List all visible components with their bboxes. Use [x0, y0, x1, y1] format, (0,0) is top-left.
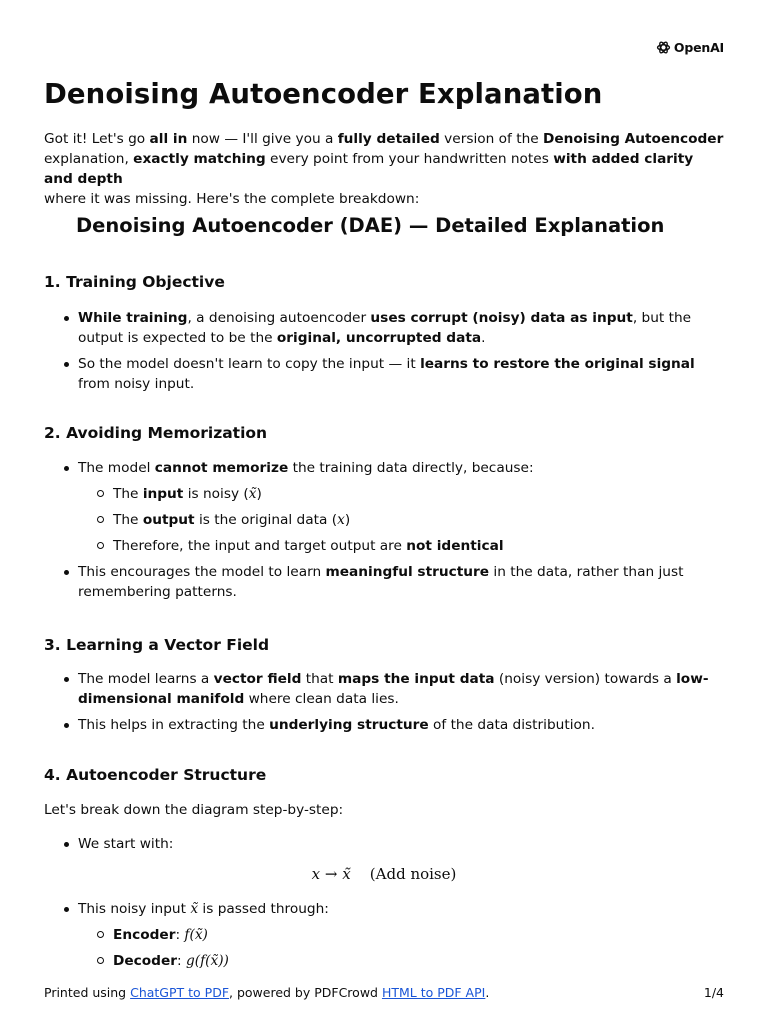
brand-name: OpenAI [673, 40, 724, 55]
intro-paragraph: Got it! Let's go all in now — I'll give you a fully detailed version of the Denoising Autoencoder explanation, exactly matching every point from your handwritten notes with added clarity and depth where it was missing. Here's the complete breakdown: [44, 131, 724, 207]
section-3-list [44, 669, 724, 735]
openai-logo [656, 40, 724, 55]
list-item: The model learns a vector field that maps the input data (noisy version) towards a low-dimensional manifold where clean data lies. [44, 669, 724, 709]
section-4-lead: Let's break down the diagram step-by-step: [44, 802, 344, 818]
sub-list-item: The output is the original data (x) [78, 510, 724, 530]
section-1-title: 1. Training Objective [44, 273, 225, 291]
page-title: Denoising Autoencoder Explanation [44, 78, 603, 110]
sub-list-item: The input is noisy (x̃) [78, 484, 724, 504]
list-item: This encourages the model to learn meaningful structure in the data, rather than just remembering patterns. [44, 562, 724, 602]
openai-knot-icon [656, 40, 671, 55]
html-to-pdf-api-link[interactable]: HTML to PDF API [381, 985, 486, 1000]
list-item: We start with: [44, 834, 724, 854]
sub-list-item: Therefore, the input and target output are not identical [78, 536, 724, 556]
section-2-title: 2. Avoiding Memorization [44, 424, 268, 442]
section-heading: Denoising Autoencoder (DAE) — Detailed Explanation [76, 214, 665, 237]
document-page [44, 0, 724, 1024]
sub-list-item: Decoder: g(f(x̃)) [78, 951, 724, 971]
list-item: While training, a denoising autoencoder uses corrupt (noisy) data as input, but the output is expected to be the original, uncorrupted data. [44, 308, 724, 348]
noise-equation: x → x̃ (Add noise) [311, 865, 457, 883]
chatgpt-to-pdf-link[interactable]: ChatGPT to PDF [130, 985, 230, 1000]
section-2-list [44, 458, 724, 602]
list-item: This helps in extracting the underlying structure of the data distribution. [44, 715, 724, 735]
page-number: 1/4 [703, 985, 724, 1000]
sub-list-item: Encoder: f(x̃) [78, 925, 724, 945]
list-item: So the model doesn't learn to copy the input — it learns to restore the original signal from noisy input. [44, 354, 724, 394]
section-3-title: 3. Learning a Vector Field [44, 636, 270, 654]
section-1-list [44, 308, 724, 394]
section-4-list-a [44, 834, 724, 854]
page-footer: Printed using ChatGPT to PDF, powered by PDFCrowd HTML to PDF API. 1/4 [44, 985, 724, 1000]
section-4-list-b [44, 899, 724, 971]
list-item: This noisy input x̃ is passed through: Encoder: f(x̃) Decoder: g(f(x̃)) [44, 899, 724, 971]
section-4-title: 4. Autoencoder Structure [44, 766, 267, 784]
list-item: The model cannot memorize the training data directly, because: The input is noisy (x̃) The output is the original data (x) Therefore, the input and target output are not identical [44, 458, 724, 556]
